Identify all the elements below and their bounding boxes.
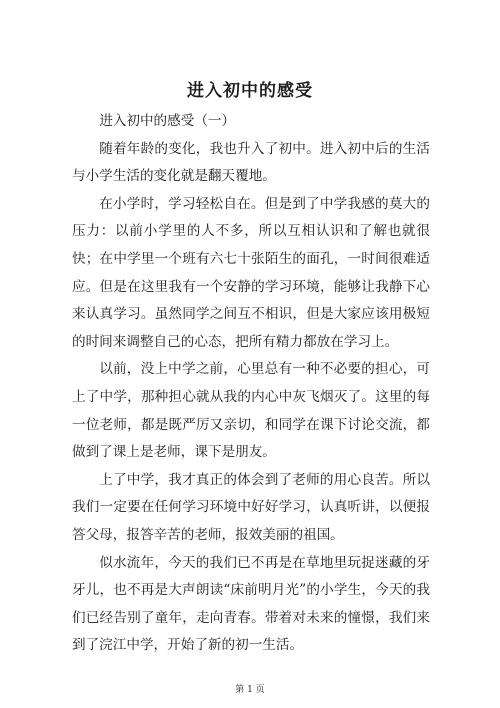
document-title: 进入初中的感受 [187, 81, 313, 101]
body-paragraph: 上了中学，我才真正的体会到了老师的用心良苦。所以我们一定要在任何学习环境中好好学习，认真听讲，以便报答父母，报答辛苦的老师，报效美丽的祖国。 [72, 471, 430, 543]
body-paragraph: 在小学时，学习轻松自在。但是到了中学我感的莫大的压力：以前小学里的人不多，所以互相认识和了解也就很快；在中学里一个班有六七十张陌生的面孔，一时间很难适应。但是在这里我有一个安静的学习环境，能够让我静下心来认真学习。虽然同学之间互不相识，但是大家应该用极短的时间来调整自己的心态，把所有精力都放在学习上。 [72, 195, 430, 350]
body-paragraph: 随着年龄的变化，我也升入了初中。进入初中后的生活与小学生活的变化就是翻天覆地。 [72, 140, 430, 185]
document-body [72, 108, 430, 660]
page-number: 第 1 页 [235, 685, 265, 695]
body-paragraph: 似水流年，今天的我们已不再是在草地里玩捉迷藏的牙牙儿，也不再是大声朗读“床前明月光”的小学生，今天的我们已经告别了童年，走向青春。带着对未来的憧憬，我们来到了浣江中学，开始了新的初一生活。 [72, 554, 430, 654]
subtitle-paragraph: 进入初中的感受（一） [99, 113, 236, 129]
body-paragraph: 以前，没上中学之前，心里总有一种不必要的担心，可上了中学，那种担心就从我的内心中灰飞烟灭了。这里的每一位老师，都是既严厉又亲切，和同学在课下讨论交流，都做到了课上是老师，课下是朋友。 [72, 361, 430, 461]
